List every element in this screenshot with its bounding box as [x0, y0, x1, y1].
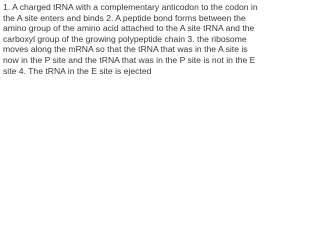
answer-text: 1. A charged tRNA with a complementary anticodon to the codon in the A site enters and binds 2. A peptide bond forms between the amino group of the amino acid attached to the A site tRNA and the carboxyl group of the growing polypeptide chain 3. the ribosome moves along the mRNA so that the tRNA that was in the A site is now in the P site and the tRNA that was in the P site is not in the E site 4. The tRNA in the E site is ejected — [3, 2, 258, 76]
document-page — [0, 0, 261, 88]
